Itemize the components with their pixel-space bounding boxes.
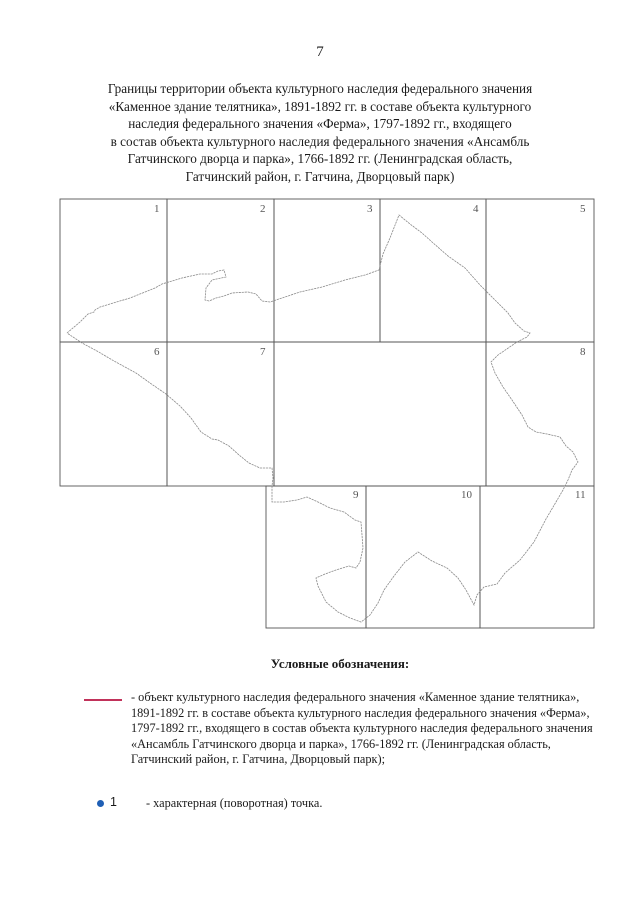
legend-point-description: - характерная (поворотная) точка.	[146, 796, 323, 810]
title-line: в состав объекта культурного наследия федерального значения «Ансамбль	[110, 133, 530, 149]
map-cell-3	[274, 199, 380, 342]
map-cell-center	[274, 342, 486, 486]
legend-point-icon	[97, 800, 104, 807]
map-cell-11	[480, 486, 594, 628]
title-line: наследия федерального значения «Ферма», 1797-1892 гг., входящего	[128, 116, 512, 132]
page-number: 7	[316, 44, 324, 60]
map-cell-9	[266, 486, 366, 628]
map-cell-1	[60, 199, 167, 342]
cell-number-10: 10	[461, 489, 472, 501]
title-line: Границы территории объекта культурного наследия федерального значения	[107, 81, 533, 96]
cell-number-5: 5	[580, 203, 586, 215]
legend-point-label: 1	[110, 795, 117, 809]
map-cell-5	[486, 199, 594, 342]
legend-title: Условные обозначения:	[270, 656, 410, 671]
cell-number-7: 7	[260, 346, 266, 358]
title-line: Гатчинского дворца и парка», 1766-1892 гг. (Ленинградская область,	[127, 151, 513, 167]
cell-number-3: 3	[367, 203, 373, 215]
cell-number-1: 1	[154, 203, 160, 215]
cell-number-4: 4	[473, 203, 479, 215]
legend-object-line-swatch	[84, 699, 122, 701]
cell-number-9: 9	[353, 489, 359, 501]
map-cell-7	[167, 342, 274, 486]
territory-boundary	[67, 215, 578, 622]
legend-object-description: - объект культурного наследия федерального значения «Каменное здание телятника», 1891-1892 гг. в составе объекта культурного наследия федерального значения «Ферма», 1797-1892 гг., входящего в состав объекта культурного наследия федерального значения «Ансамбль Гатчинского дворца и парка», 1766-1892 гг. (Ленинградская область, Гатчинский район, г. Гатчина, Дворцовый парк);	[131, 690, 593, 767]
title-line: Гатчинский район, г. Гатчина, Дворцовый парк)	[185, 168, 455, 184]
map-cell-4	[380, 199, 486, 342]
cell-number-8: 8	[580, 346, 586, 358]
cell-number-6: 6	[154, 346, 160, 358]
title-line: «Каменное здание телятника», 1891-1892 гг. в составе объекта культурного	[108, 98, 532, 114]
map-cell-6	[60, 342, 167, 486]
cell-number-11: 11	[575, 489, 586, 501]
map-cell-10	[366, 486, 480, 628]
map-cell-8	[486, 342, 594, 486]
cell-number-2: 2	[260, 203, 266, 215]
